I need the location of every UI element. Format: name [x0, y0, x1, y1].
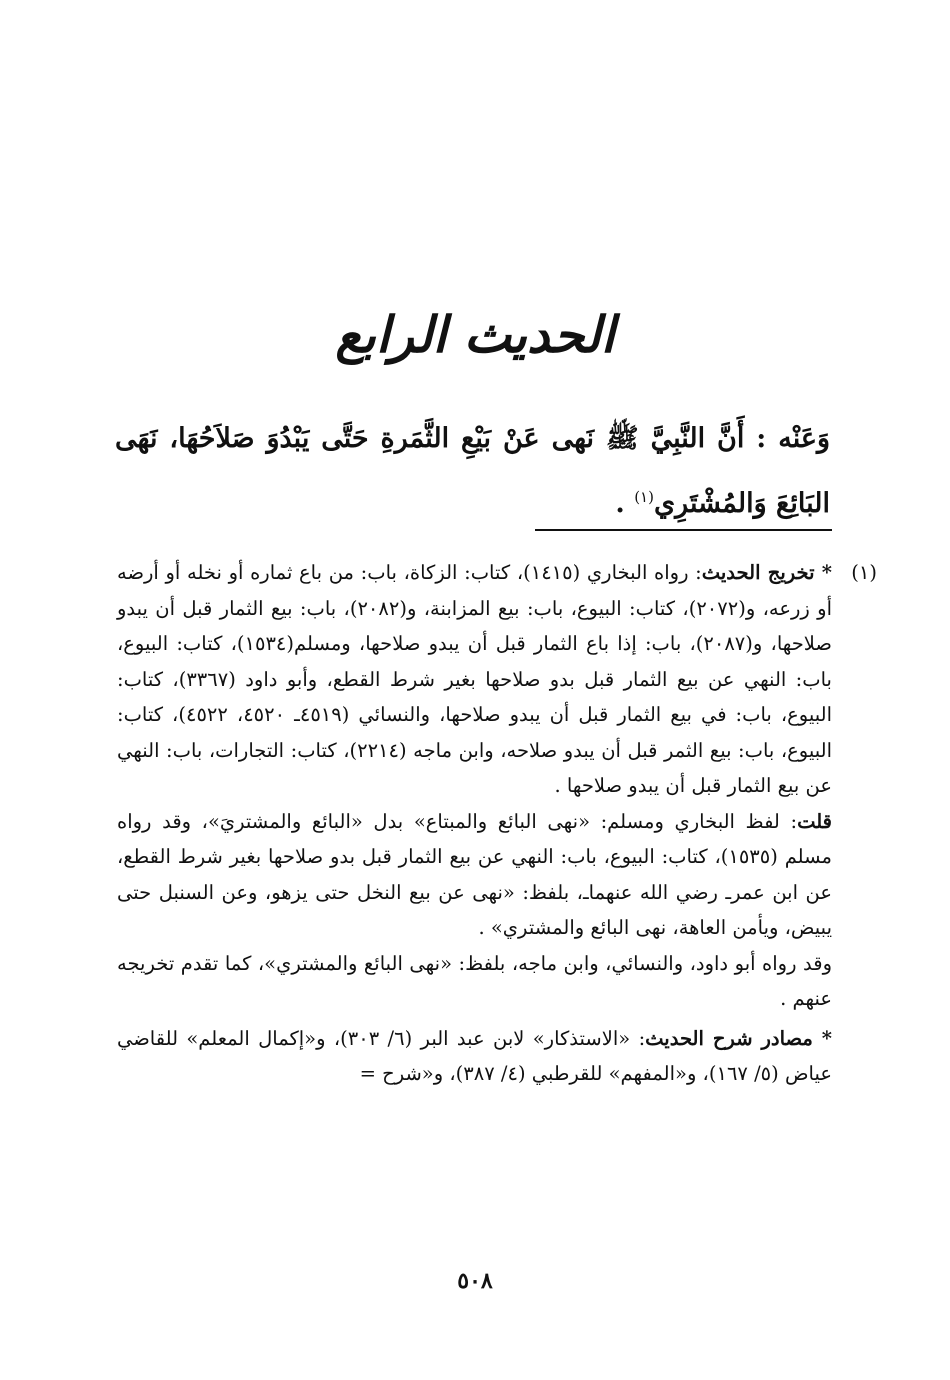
footnote-qultu: [117, 804, 832, 946]
footnotes-block: [117, 555, 877, 1092]
page-number: ٥٠٨: [457, 1268, 493, 1294]
footnote-number: (١): [851, 561, 877, 584]
hadith-end-mark: .: [615, 488, 625, 519]
qultu-label: قلت: [797, 809, 832, 833]
takhrij-label: * تخريج الحديث: [701, 561, 832, 584]
footnote-reference[interactable]: (١): [634, 488, 654, 506]
hadith-text: وَعَنْه : أَنَّ النَّبِيَّ ﷺ نَهى عَنْ بَيْعِ الثَّمَرةِ حَتَّى يَبْدُوَ صَلاَحُهَا، نَهَى البَائِعَ وَالمُشْتَرِي: [115, 423, 830, 519]
footnote-sources: [117, 1021, 832, 1092]
chapter-title: الحديث الرابع: [335, 305, 615, 364]
footnote-separator: [535, 529, 832, 531]
takhrij-text: : رواه البخاري (١٤١٥)، كتاب: الزكاة، باب: من باع ثماره أو نخله أو أرضه أو زرعه، و(٢٠٧٢)، كتاب: البيوع، باب: بيع المزابنة، و(٢٠٨٢)، باب: بيع الثمار قبل أن يبدو صلاحها، و(٢٠٨٧)، باب: إذا باع الثمار قبل أن يبدو صلاحها، ومسلم(١٥٣٤)، كتاب: البيوع، باب: النهي عن بيع الثمار قبل بدو صلاحها بغير شرط القطع، وأبو داود (٣٣٦٧)، كتاب: البيوع، باب: في بيع الثمار قبل أن يبدو صلاحها، والنسائي (٤٥١٩ـ ٤٥٢٠، ٤٥٢٢)، كتاب: البيوع، باب: بيع الثمر قبل أن يبدو صلاحه، وابن ماجه (٢٢١٤)، كتاب: التجارات، باب: النهي عن بيع الثمار قبل أن يبدو صلاحها .: [117, 561, 833, 797]
sources-text: : «الاستذكار» لابن عبد البر (٦/ ٣٠٣)، و«إكمال المعلم» للقاضي عياض (٥/ ١٦٧)، و«المفهم» للقرطبي (٤/ ٣٨٧)، و«شرح =: [117, 1026, 832, 1085]
footnote-takhrij: [117, 555, 877, 804]
sources-label: * مصادر شرح الحديث: [645, 1026, 832, 1050]
footnote-also: وقد رواه أبو داود، والنسائي، وابن ماجه، بلفظ: «نهى البائع والمشتري»، كما تقدم تخريجه عنهم .: [117, 951, 832, 1010]
qultu-text: : لفظ البخاري ومسلم: «نهى البائع والمبتاع» بدل «البائع والمشتريَ»، وقد رواه مسلم (١٥٣٥)، كتاب: البيوع، باب: النهي عن بيع الثمار قبل بدو صلاحها بغير شرط القطع، عن ابن عمرـ رضي الله عنهماـ، بلفظ: «نهى عن بيع النخل حتى يزهو، وعن السنبل حتى يبيض، ويأمن العاهة، نهى البائع والمشتري» .: [117, 809, 832, 939]
hadith-text-block: [115, 410, 830, 533]
